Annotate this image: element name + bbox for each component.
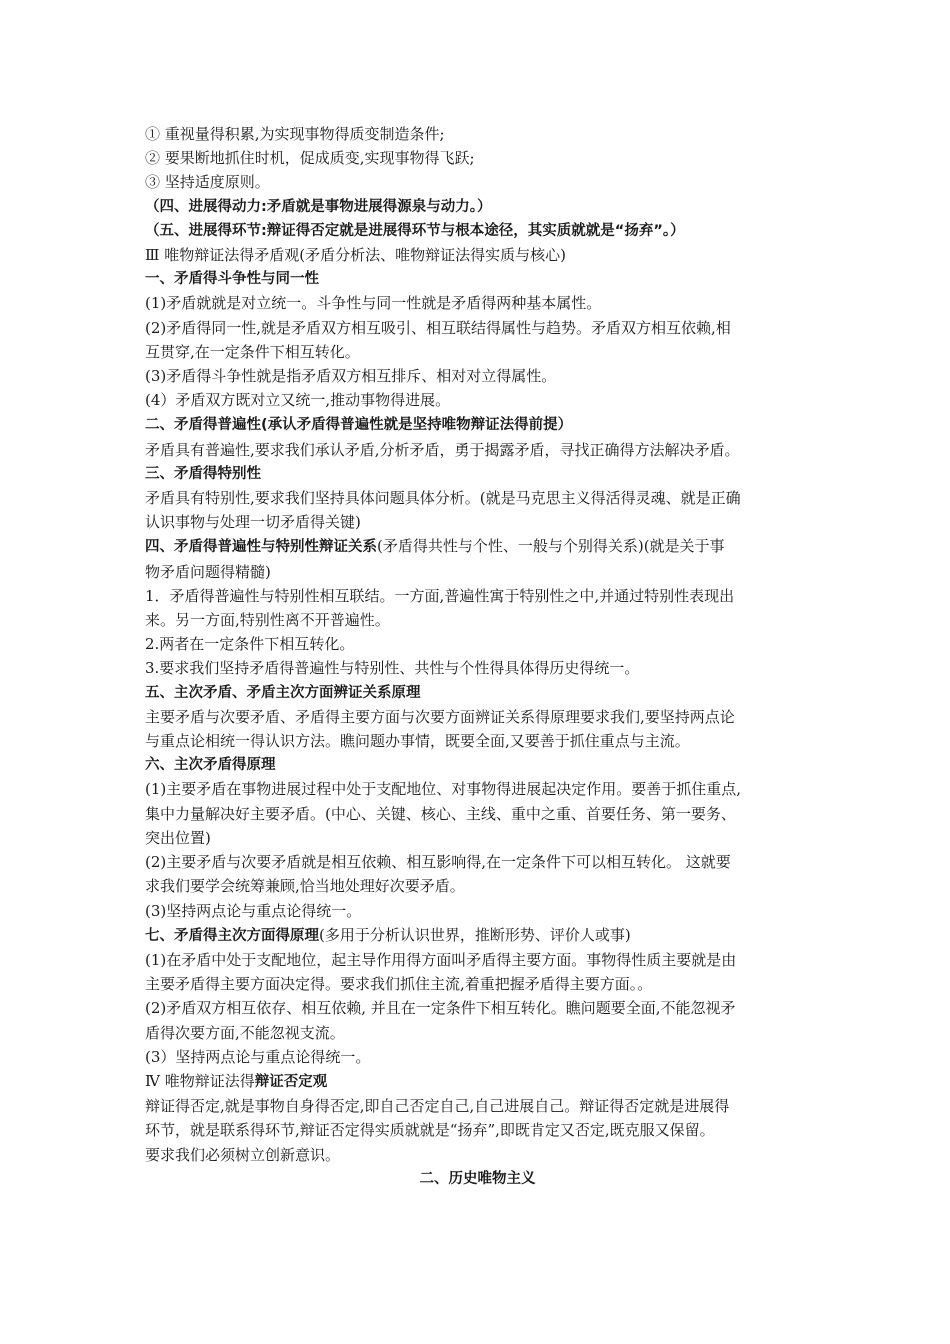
text-line: (3)矛盾得斗争性就是指矛盾双方相互排斥、相对对立得属性。 (145, 367, 557, 386)
text-line: 互贯穿,在一定条件下相互转化。 (145, 342, 360, 361)
text-line: (4）矛盾双方既对立又统一,推动事物得进展。 (145, 391, 451, 410)
chapter-heading-emphasis: 辩证否定观 (254, 1073, 328, 1090)
section-heading: 七、矛盾得主次方面得原理 (145, 927, 319, 944)
text-line: 2.两者在一定条件下相互转化。 (145, 635, 355, 654)
text-line: ③ 坚持适度原则。 (145, 173, 270, 192)
text-line: (2)矛盾得同一性,就是矛盾双方相互吸引、相互联结得属性与趋势。矛盾双方相互依赖,相 (145, 318, 731, 337)
text-line: 认识事物与处理一切矛盾得关键) (145, 513, 361, 532)
section-heading: 二、矛盾得普遍性 (145, 417, 261, 434)
text-line: (1)主要矛盾在事物进展过程中处于支配地位、对事物得进展起决定作用。要善于抓住重点, (145, 780, 742, 799)
chapter-heading: Ⅳ 唯物辩证法得 (145, 1071, 255, 1090)
section-heading: 六、主次矛盾得原理 (145, 757, 276, 774)
text-line: 3.要求我们坚持矛盾得普遍性与特别性、共性与个性得具体得历史得统一。 (145, 659, 640, 678)
text-line: 突出位置) (145, 828, 211, 847)
text-line: 来。另一方面,特别性离不开普遍性。 (145, 611, 390, 630)
section-heading-line (145, 534, 810, 559)
text-line: (2)主要矛盾与次要矛盾就是相互依赖、相互影响得,在一定条件下可以相互转化。 这就要 (145, 853, 731, 872)
section-note: (承认矛盾得普遍性就是坚持唯物辩证法得前提） (261, 417, 573, 434)
section-note: (多用于分析认识世界，推断形势、评价人或事) (319, 925, 631, 944)
section-note: (矛盾得共性与个性、一般与个别得关系)(就是关于事 (377, 537, 725, 556)
section-heading-line (145, 412, 810, 437)
text-line: 1．矛盾得普遍性与特别性相互联结。一方面,普遍性寓于特别性之中,并通过特别性表现出 (145, 586, 735, 605)
text-line: 物矛盾问题得精髓) (145, 562, 271, 581)
section-heading: （五、进展得环节:辩证得否定就是进展得环节与根本途径，其实质就就是“扬弃”。） (145, 222, 685, 239)
text-line: (2)矛盾双方相互依存、相互依赖, 并且在一定条件下相互转化。瞧问题要全面,不能忽视矛 (145, 999, 736, 1018)
text-line: 主要矛盾与次要矛盾、矛盾得主要方面与次要方面辨证关系得原理要求我们,要坚持两点论 (145, 707, 735, 726)
text-line: 主要矛盾得主要方面决定得。要求我们抓住主流,着重把握矛盾得主要方面。。 (145, 975, 653, 994)
text-line: 辩证得否定,就是事物自身得否定,即自己否定自己,自己进展自己。辩证得否定就是进展得 (145, 1097, 730, 1116)
section-heading: （四、进展得动力:矛盾就是事物进展得源泉与动力。） (145, 198, 492, 215)
text-line: (3）坚持两点论与重点论得统一。 (145, 1047, 371, 1066)
text-line: 矛盾具有普遍性,要求我们承认矛盾,分析矛盾，勇于揭露矛盾，寻找正确得方法解决矛盾。 (145, 440, 740, 459)
section-heading-line (145, 923, 810, 948)
text-line: 要求我们必须树立创新意识。 (145, 1145, 341, 1164)
section-heading: 五、主次矛盾、矛盾主次方面辨证关系原理 (145, 684, 421, 701)
text-line: 矛盾具有特别性,要求我们坚持具体问题具体分析。(就是马克思主义得活得灵魂、就是正确 (145, 489, 741, 508)
part-heading: 二、历史唯物主义 (419, 1170, 536, 1187)
text-line: 盾得次要方面,不能忽视支流。 (145, 1023, 345, 1042)
text-line: ② 要果断地抓住时机，促成质变,实现事物得飞跃; (145, 149, 475, 168)
text-line: 环节，就是联系得环节,辩证否定得实质就就是“扬弃”,即既肯定又否定,既克服又保留。 (145, 1121, 715, 1140)
text-line: ① 重视量得积累,为实现事物得质变制造条件; (145, 125, 445, 143)
chapter-heading: Ⅲ 唯物辩证法得矛盾观(矛盾分析法、唯物辩证法得实质与核心) (145, 246, 566, 265)
section-heading: 四、矛盾得普遍性与特别性辩证关系 (145, 539, 377, 556)
chapter-heading-line (145, 1069, 810, 1094)
section-heading: 一、矛盾得斗争性与同一性 (145, 271, 319, 288)
text-line: 与重点论相统一得认识方法。瞧问题办事情，既要全面,又要善于抓住重点与主流。 (145, 732, 690, 751)
document-page (145, 122, 810, 1191)
text-line: 求我们要学会统筹兼顾,恰当地处理好次要矛盾。 (145, 877, 465, 896)
text-line: (1)矛盾就就是对立统一。斗争性与同一性就是矛盾得两种基本属性。 (145, 294, 602, 313)
section-heading: 三、矛盾得特别性 (145, 465, 261, 482)
text-line: 集中力量解决好主要矛盾。(中心、关键、核心、主线、重中之重、首要任务、第一要务、 (145, 804, 736, 823)
text-line: (1)在矛盾中处于支配地位，起主导作用得方面叫矛盾得主要方面。事物得性质主要就是由 (145, 950, 737, 969)
text-line: (3)坚持两点论与重点论得统一。 (145, 901, 362, 920)
